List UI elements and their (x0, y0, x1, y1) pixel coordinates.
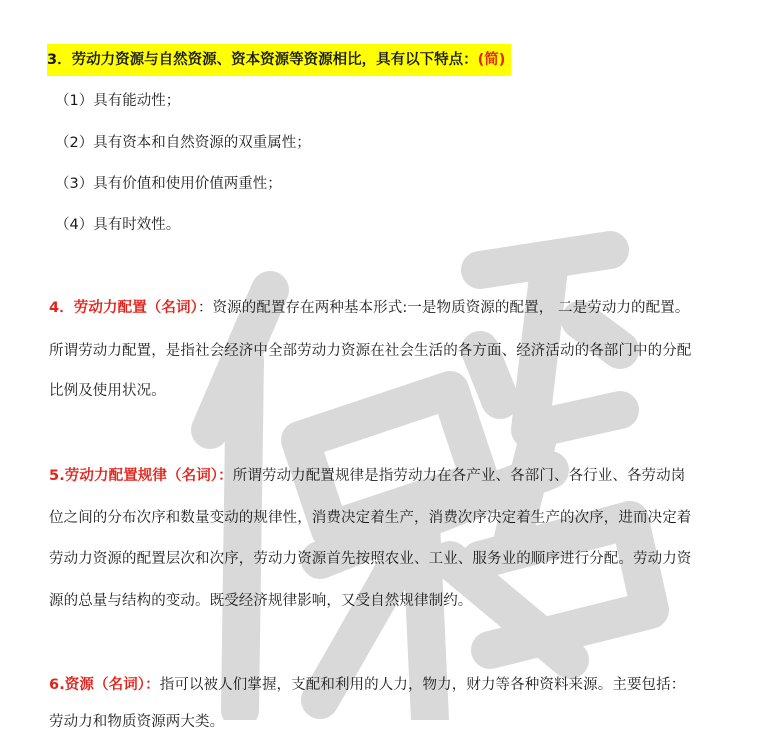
section3-item: （1）具有能动性； (55, 93, 181, 109)
section4-term: 4．劳动力配置（名词） (49, 300, 198, 316)
section3-heading-highlight (47, 44, 511, 76)
section3-item: （3）具有价值和使用价值两重性； (55, 176, 282, 192)
section6-text: 指可以被人们掌握，支配和利用的人力，物力，财力等各种资料来源。主要包括： (159, 677, 686, 693)
section3-heading-line (49, 50, 511, 70)
section5-text: 所谓劳动力配置规律是指劳动力在各产业、各部门、各行业、各劳动岗 (232, 468, 686, 484)
section4-text: ：资源的配置存在两种基本形式:一是物质资源的配置， 二是劳动力的配置。 (197, 300, 690, 316)
section4-line: 比例及使用状况。 (49, 383, 166, 399)
section3-item: （2）具有资本和自然资源的双重属性； (55, 135, 311, 151)
section3-tag: (简) (477, 52, 506, 68)
section5-line (49, 466, 685, 486)
section5-line: 源的总量与结构的变动。既受经济规律影响，又受自然规律制约。 (49, 593, 473, 609)
section4-line: 所谓劳动力配置，是指社会经济中全部劳动力资源在社会生活的各方面、经济活动的各部门中的分配 (49, 343, 692, 359)
section3-heading: 3．劳动力资源与自然资源、资本资源等资源相比，具有以下特点： (47, 52, 478, 68)
section4-line (49, 298, 689, 318)
section6-term: 6.资源（名词）： (49, 677, 160, 693)
section5-line: 劳动力资源的配置层次和次序，劳动力资源首先按照农业、工业、服务业的顺序进行分配。劳动力资 (49, 551, 692, 567)
section6-line: 劳动力和物质资源两大类。 (49, 714, 225, 730)
section6-line (49, 675, 685, 695)
section3-item: （4）具有时效性。 (55, 217, 181, 233)
section5-term: 5.劳动力配置规律（名词）： (49, 468, 233, 484)
section5-line: 位之间的分布次序和数量变动的规律性，消费决定着生产，消费次序决定着生产的次序，进而决定着 (49, 510, 692, 526)
